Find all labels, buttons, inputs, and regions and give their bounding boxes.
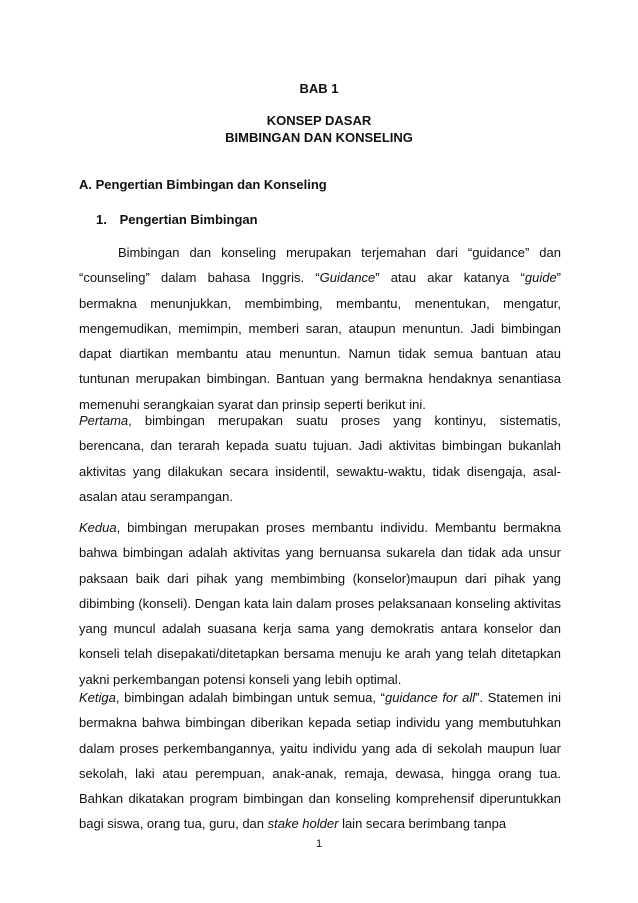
chapter-label: BAB 1: [299, 81, 339, 96]
title-line-1: KONSEP DASAR: [266, 113, 372, 128]
p1-italic-2: guide: [524, 270, 557, 286]
p4-text-2: ”. Statemen ini bermakna bahwa bimbingan diberikan kepada setiap individu yang membutuhkan dalam proses perkembangannya, yaitu individu yang ada di sekolah maupun luar sekolah, laki atau perempuan, anak-anak, remaja, dewasa, hingga orang tua. Bahkan dikatakan program bimbingan dan konseling komprehensif diperuntukkan bagi siswa, orang tua, guru, dan: [79, 690, 561, 832]
paragraph-4: [79, 685, 561, 837]
p4-italic-1: Ketiga: [79, 690, 116, 705]
page-number: 1: [315, 838, 323, 850]
section-heading: A. Pengertian Bimbingan dan Konseling: [79, 177, 327, 192]
p1-text-2: ” atau akar katanya “: [375, 270, 525, 286]
p1-text-3: ” bermakna menunjukkan, membimbing, membantu, menentukan, mengatur, mengemudikan, memimpin, memberi saran, ataupun menuntun. Jadi bimbingan dapat diartikan membantu atau menuntun. Namun tidak semua bantuan atau tuntunan merupakan bimbingan. Bantuan yang bermakna hendaknya senantiasa memenuhi serangkaian syarat dan prinsip seperti berikut ini.: [79, 270, 562, 412]
p3-italic-1: Kedua: [79, 520, 117, 535]
paragraph-1: [79, 240, 561, 417]
title-line-2: BIMBINGAN DAN KONSELING: [225, 130, 413, 145]
p4-text-3: lain secara berimbang tanpa: [338, 816, 507, 832]
p3-text-1: , bimbingan merupakan proses membantu individu. Membantu bermakna bahwa bimbingan adalah aktivitas yang bernuansa sukarela dan tidak ada unsur paksaan baik dari pihak yang membimbing (konselor)maupun dari pihak yang dibimbing (konseli). Dengan kata lain dalam proses pelaksanaan konseling aktivitas yang muncul adalah suasana kerja sama yang demokratis antara konselor dan konseli telah disepakati/ditetapkan bersama menuju ke arah yang telah ditetapkan yakni perkembangan potensi konseli yang lebih optimal.: [79, 520, 561, 687]
p4-text-1: , bimbingan adalah bimbingan untuk semua, “: [115, 690, 385, 705]
paragraph-2: [79, 408, 561, 509]
subsection-title: Pengertian Bimbingan: [119, 212, 258, 227]
subsection-number: 1.: [96, 212, 107, 227]
p4-italic-3: stake holder: [267, 816, 339, 832]
p4-italic-2: guidance for all: [384, 690, 476, 705]
p1-italic-1: Guidance: [319, 270, 376, 286]
p2-text-1: , bimbingan merupakan suatu proses yang kontinyu, sistematis, berencana, dan terarah kepada suatu tujuan. Jadi aktivitas bimbingan bukanlah aktivitas yang dilakukan secara insidentil, sewaktu-waktu, tidak disengaja, asal-asalan atau serampangan.: [79, 413, 561, 504]
subsection-heading: [96, 211, 258, 228]
p2-italic-1: Pertama: [79, 413, 129, 428]
p1-text-1: Bimbingan dan konseling merupakan terjemahan dari “guidance” dan “counseling” dalam bahasa Inggris. “: [79, 245, 561, 286]
paragraph-3: [79, 515, 561, 692]
